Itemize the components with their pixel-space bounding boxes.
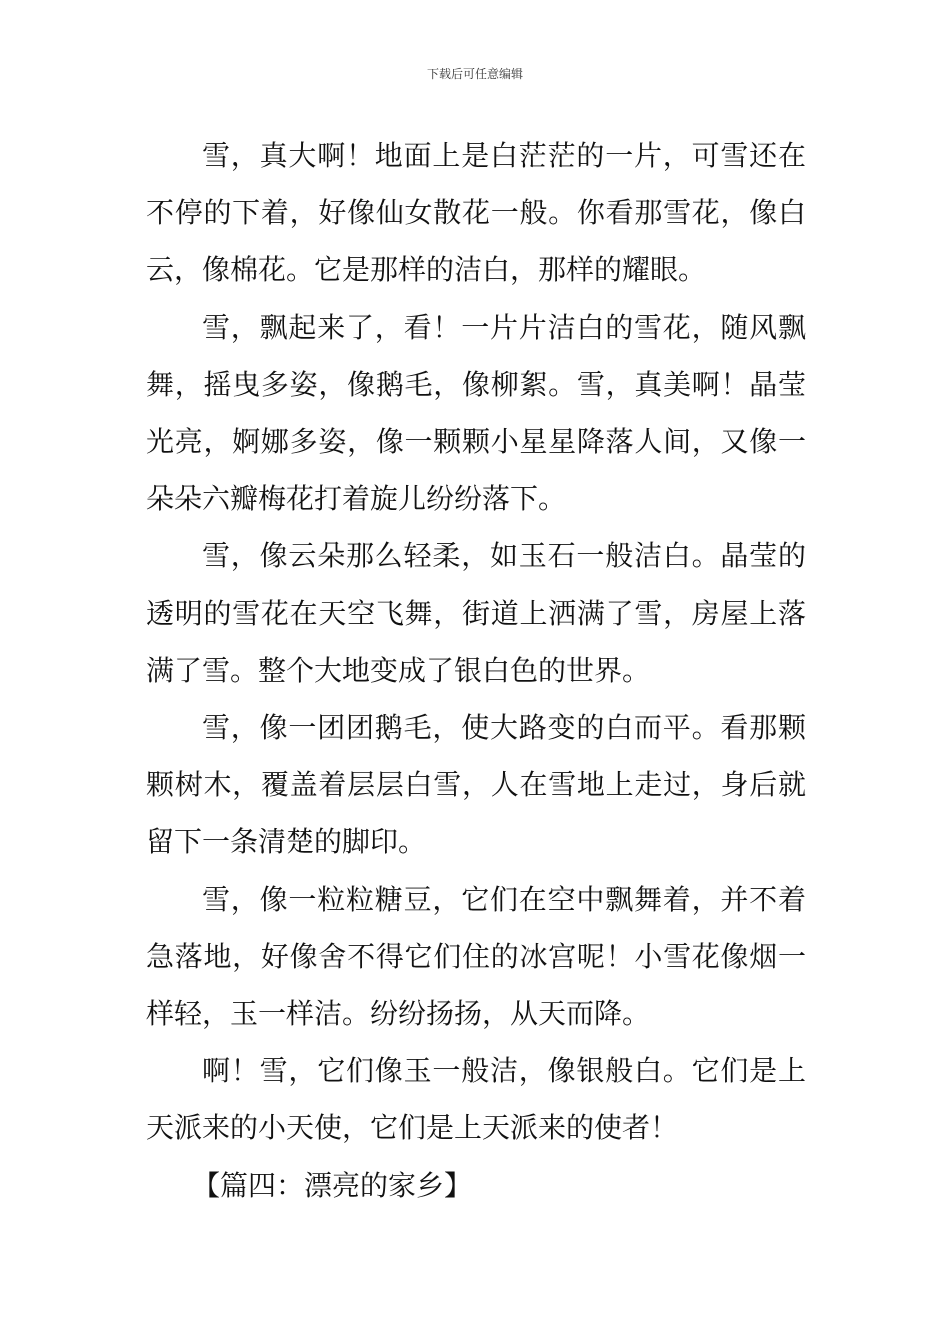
- paragraph: 雪，飘起来了，看！一片片洁白的雪花，随风飘舞，摇曳多姿，像鹅毛，像柳絮。雪，真美啊！晶莹光亮，婀娜多姿，像一颗颗小星星降落人间，又像一朵朵六瓣梅花打着旋儿纷纷落下。: [146, 310, 806, 516]
- paragraph: 雪，像一团团鹅毛，使大路变的白而平。看那颗颗树木，覆盖着层层白雪，人在雪地上走过，身后就留下一条清楚的脚印。: [146, 711, 806, 859]
- paragraph: 雪，像云朵那么轻柔，如玉石一般洁白。晶莹的透明的雪花在天空飞舞，街道上洒满了雪，房屋上落满了雪。整个大地变成了银白色的世界。: [146, 539, 806, 687]
- paragraph: 雪，真大啊！地面上是白茫茫的一片，可雪还在不停的下着，好像仙女散花一般。你看那雪花，像白云，像棉花。它是那样的洁白，那样的耀眼。: [146, 139, 806, 287]
- paragraph: 雪，像一粒粒糖豆，它们在空中飘舞着，并不着急落地，好像舍不得它们住的冰宫呢！小雪花像烟一样轻，玉一样洁。纷纷扬扬，从天而降。: [146, 882, 806, 1031]
- page-header-note: 下载后可任意编辑: [426, 67, 523, 81]
- section-heading: 【篇四：漂亮的家乡】: [192, 1168, 473, 1202]
- document-body: [146, 127, 806, 1214]
- paragraph: 啊！雪，它们像玉一般洁，像银般白。它们是上天派来的小天使，它们是上天派来的使者！: [146, 1054, 806, 1145]
